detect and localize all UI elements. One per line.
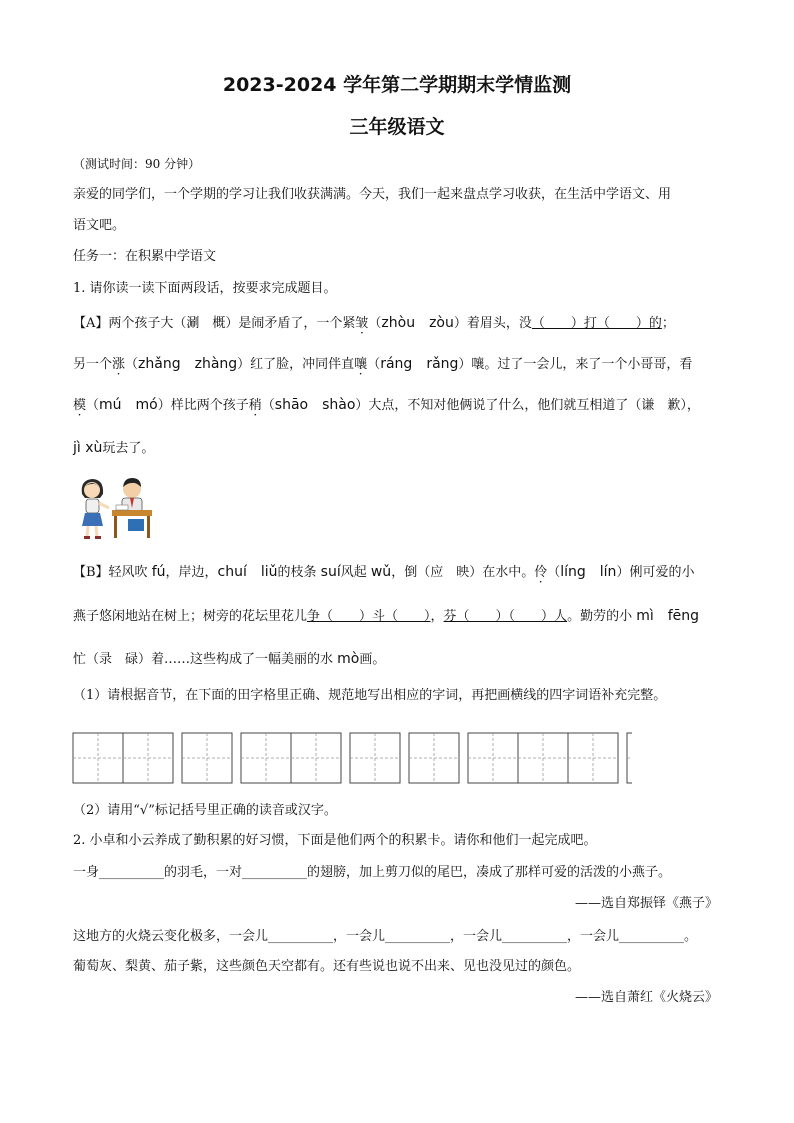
tianzige-group[interactable] — [182, 733, 232, 783]
exam-title: 2023-2024 学年第二学期期末学情监测 — [222, 74, 572, 96]
question-2-stem: 2. 小卓和小云养成了勤积累的好习惯，下面是他们两个的积累卡。请你和他们一起完成吧。 — [73, 833, 597, 848]
card-1-text: 一身__________的羽毛，一对__________的翅膀，加上剪刀似的尾巴，凑成了那样可爱的活泼的小燕子。 — [73, 865, 672, 880]
card-2-line-1: 这地方的火烧云变化极多，一会儿__________，一会儿__________，一会儿__________，一会儿__________。 — [73, 929, 698, 944]
children-illustration — [76, 474, 158, 544]
card-2-source: ——选自萧红《火烧云》 — [574, 990, 718, 1005]
question-1-stem: 1. 请你读一读下面两段话，按要求完成题目。 — [73, 281, 337, 296]
question-1-sub-2: （2）请用“√”标记括号里正确的读音或汉字。 — [73, 803, 337, 818]
question-1-sub-1: （1）请根据音节，在下面的田字格里正确、规范地写出相应的字词，再把画横线的四字词语补充完整。 — [73, 688, 667, 703]
paragraph-b-line-2: 燕子悠闲地站在树上；树旁的花坛里花儿争（ ）斗（ ），芬（ ）（ ）人。勤劳的小 mì fēng — [73, 608, 700, 624]
paragraph-a-line-1: 【A】两个孩子大（涮 概）是闹矛盾了，一个紧皱（zhòu zòu）着眉头，没（ ）打（ ）的； — [73, 315, 675, 331]
girl-figure — [82, 479, 109, 539]
card-2-line-2: 葡萄灰、梨黄、茄子紫，这些颜色天空都有。还有些说也说不出来、见也没见过的颜色。 — [73, 959, 581, 974]
test-time: （测试时间：90 分钟） — [73, 157, 201, 171]
writing-grids[interactable] — [72, 732, 632, 784]
intro-line-2: 语文吧。 — [73, 218, 126, 233]
tianzige-group[interactable] — [627, 733, 632, 783]
card-1-source: ——选自郑振铎《燕子》 — [574, 896, 718, 911]
paragraph-a-line-4: jì xù玩去了。 — [73, 440, 155, 456]
intro-line-1: 亲爱的同学们，一个学期的学习让我们收获满满。今天，我们一起来盘点学习收获，在生活中学语文、用 — [73, 187, 672, 202]
paragraph-b-line-1: 【B】轻风吹 fú，岸边，chuí liǔ的枝条 suí风起 wǔ，倒（应 映）在水中。伶（líng lín）俐可爱的小 — [73, 564, 695, 580]
tianzige-group[interactable] — [409, 733, 459, 783]
tianzige-group[interactable] — [73, 733, 173, 783]
paragraph-b-line-3: 忙（录 碌）着……这些构成了一幅美丽的水 mò画。 — [73, 651, 386, 667]
paragraph-a-line-3: 模（mú mó）样比两个孩子稍（shāo shào）大点，不知对他俩说了什么，他们就互相道了（谦 歉）， — [73, 397, 700, 413]
tianzige-group[interactable] — [241, 733, 341, 783]
task-1-label: 任务一：在积累中学语文 — [73, 249, 217, 264]
exam-subtitle: 三年级语文 — [349, 116, 445, 138]
tianzige-group[interactable] — [468, 733, 618, 783]
paragraph-a-line-2: 另一个涨（zhǎng zhàng）红了脸，冲同伴直嚷（ráng rǎng）嚷。过了一会儿，来了一个小哥哥，看 — [73, 356, 693, 372]
boy-figure — [112, 478, 152, 538]
tianzige-group[interactable] — [350, 733, 400, 783]
